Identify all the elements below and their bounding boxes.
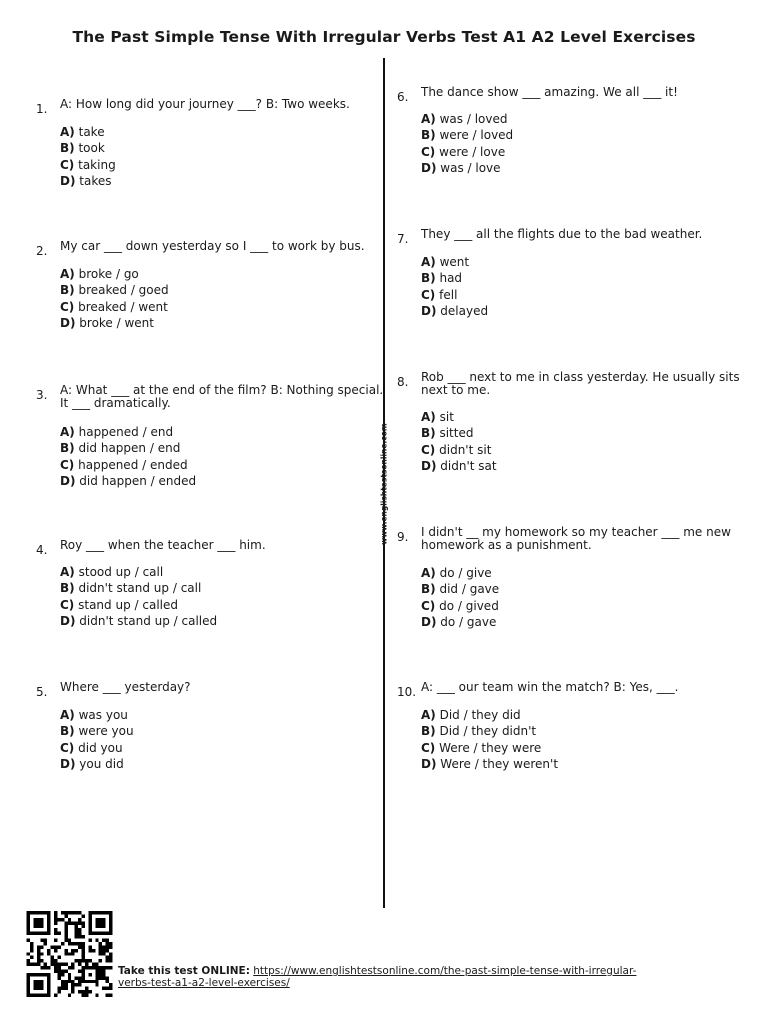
question-text xyxy=(60,98,350,111)
option-letter: A) xyxy=(60,708,75,722)
answer-option[interactable] xyxy=(421,160,513,176)
option-text: do / give xyxy=(439,566,492,580)
option-letter: D) xyxy=(60,614,76,629)
option-text: didn't sat xyxy=(440,459,497,474)
option-letter: C) xyxy=(421,287,436,302)
answer-option[interactable] xyxy=(421,254,488,270)
option-letter: B) xyxy=(60,441,75,456)
question-text xyxy=(60,539,266,552)
option-letter: D) xyxy=(421,615,437,630)
option-text: were you xyxy=(78,724,134,739)
option-letter: B) xyxy=(60,283,75,298)
answer-options xyxy=(60,564,217,630)
test-online-link-line2: verbs-test-a1-a2-level-exercises/ xyxy=(118,977,290,989)
question-number: 7. xyxy=(397,232,409,246)
answer-option[interactable] xyxy=(60,613,217,629)
option-letter: C) xyxy=(60,597,75,612)
question-text-line: A: How long did your journey ___? B: Two weeks. xyxy=(60,97,350,111)
option-text: didn't sit xyxy=(439,442,492,457)
option-text: went xyxy=(439,255,470,269)
question-number: 8. xyxy=(397,375,409,389)
answer-option[interactable] xyxy=(421,111,513,127)
option-text: do / gave xyxy=(440,615,497,630)
option-letter: D) xyxy=(421,161,437,176)
question-text xyxy=(421,371,740,397)
option-text: breaked / went xyxy=(78,299,168,314)
option-text: sit xyxy=(439,410,454,424)
question-number: 4. xyxy=(36,543,48,557)
option-letter: C) xyxy=(421,442,436,457)
option-text: was you xyxy=(78,708,128,722)
option-letter: A) xyxy=(60,267,75,281)
option-letter: D) xyxy=(421,459,437,474)
answer-option[interactable] xyxy=(60,282,169,298)
question-number: 2. xyxy=(36,244,48,258)
question-text-line: Where ___ yesterday? xyxy=(60,680,191,694)
answer-option[interactable] xyxy=(421,707,558,723)
question-text-line: The dance show ___ amazing. We all ___ it! xyxy=(421,85,678,99)
option-letter: A) xyxy=(421,566,436,580)
question-text-line: I didn't __ my homework so my teacher ___ me new xyxy=(421,525,731,539)
option-text: happened / ended xyxy=(78,457,188,472)
question-text xyxy=(421,86,678,99)
option-text: had xyxy=(439,271,463,286)
option-letter: D) xyxy=(421,304,437,319)
answer-option[interactable] xyxy=(60,124,116,140)
option-letter: B) xyxy=(60,724,75,739)
option-text: stood up / call xyxy=(78,565,164,579)
option-text: Did / they didn't xyxy=(439,724,537,739)
option-text: didn't stand up / called xyxy=(79,614,218,629)
option-letter: B) xyxy=(60,581,75,596)
answer-option[interactable] xyxy=(421,287,488,303)
option-letter: D) xyxy=(60,757,76,772)
option-text: did you xyxy=(78,740,123,755)
answer-option[interactable] xyxy=(421,303,488,319)
option-text: stand up / called xyxy=(78,597,178,612)
question-number: 6. xyxy=(397,90,409,104)
answer-option[interactable] xyxy=(421,756,558,772)
question-text xyxy=(421,681,678,694)
answer-option[interactable] xyxy=(60,140,116,156)
option-letter: C) xyxy=(60,157,75,172)
answer-option[interactable] xyxy=(60,440,196,456)
option-text: did / gave xyxy=(439,582,500,597)
option-text: sitted xyxy=(439,426,474,441)
option-text: takes xyxy=(79,174,112,189)
option-text: took xyxy=(78,141,105,156)
option-text: didn't stand up / call xyxy=(78,581,202,596)
answer-options xyxy=(421,409,497,475)
option-letter: B) xyxy=(421,724,436,739)
option-letter: C) xyxy=(421,598,436,613)
answer-option[interactable] xyxy=(60,564,217,580)
option-text: breaked / goed xyxy=(78,283,169,298)
answer-options xyxy=(60,424,196,490)
option-text: was / love xyxy=(440,161,501,176)
answer-option[interactable] xyxy=(60,707,134,723)
option-letter: C) xyxy=(421,740,436,755)
answer-option[interactable] xyxy=(421,458,497,474)
answer-option[interactable] xyxy=(421,740,558,756)
answer-option[interactable] xyxy=(60,424,196,440)
option-letter: D) xyxy=(60,474,76,489)
answer-options xyxy=(421,111,513,177)
answer-options xyxy=(60,707,134,773)
option-text: happened / end xyxy=(78,425,174,439)
option-letter: B) xyxy=(421,271,436,286)
answer-option[interactable] xyxy=(421,409,497,425)
option-text: Did / they did xyxy=(439,708,521,722)
option-letter: C) xyxy=(60,299,75,314)
answer-option[interactable] xyxy=(60,157,116,173)
question-text xyxy=(421,526,731,552)
answer-option[interactable] xyxy=(421,614,499,630)
question-text-line: homework as a punishment. xyxy=(421,538,592,552)
answer-option[interactable] xyxy=(60,597,217,613)
question-text-line: Roy ___ when the teacher ___ him. xyxy=(60,538,266,552)
option-text: was / loved xyxy=(439,112,508,126)
option-letter: A) xyxy=(421,255,436,269)
option-text: Were / they weren't xyxy=(440,757,559,772)
option-text: delayed xyxy=(440,304,489,319)
page-title: The Past Simple Tense With Irregular Verbs Test A1 A2 Level Exercises xyxy=(72,28,696,46)
answer-options xyxy=(421,565,499,631)
answer-option[interactable] xyxy=(60,173,116,189)
question-text xyxy=(421,228,702,241)
option-letter: C) xyxy=(60,457,75,472)
footer-label: Take this test ONLINE: xyxy=(118,965,250,977)
option-letter: B) xyxy=(421,426,436,441)
option-text: do / gived xyxy=(439,598,499,613)
option-letter: D) xyxy=(60,316,76,331)
answer-option[interactable] xyxy=(60,473,196,489)
option-letter: A) xyxy=(60,565,75,579)
answer-options xyxy=(60,266,169,332)
question-number: 10. xyxy=(397,685,417,699)
qr-code-icon[interactable] xyxy=(25,911,114,997)
question-text xyxy=(60,384,383,410)
question-text-line: next to me. xyxy=(421,383,491,397)
option-letter: C) xyxy=(60,740,75,755)
question-text-line: It ___ dramatically. xyxy=(60,396,171,410)
option-letter: A) xyxy=(421,410,436,424)
question-text-line: My car ___ down yesterday so I ___ to work by bus. xyxy=(60,239,365,253)
answer-option[interactable] xyxy=(421,565,499,581)
option-letter: A) xyxy=(421,708,436,722)
test-online-link-line1: https://www.englishtestsonline.com/the-past-simple-tense-with-irregular- xyxy=(253,965,637,977)
question-text-line: They ___ all the flights due to the bad weather. xyxy=(421,227,703,241)
option-letter: D) xyxy=(60,174,76,189)
question-text-line: A: ___ our team win the match? B: Yes, ___. xyxy=(421,680,679,694)
option-text: were / love xyxy=(439,144,506,159)
answer-option[interactable] xyxy=(421,442,497,458)
question-text-line: Rob ___ next to me in class yesterday. He usually sits xyxy=(421,370,740,384)
answer-options xyxy=(421,254,488,320)
answer-option[interactable] xyxy=(421,581,499,597)
answer-option[interactable] xyxy=(60,740,134,756)
answer-option[interactable] xyxy=(60,756,134,772)
option-text: broke / go xyxy=(78,267,139,281)
answer-options xyxy=(421,707,558,773)
answer-option[interactable] xyxy=(421,144,513,160)
answer-option[interactable] xyxy=(421,270,488,286)
question-text-line: A: What ___ at the end of the film? B: Nothing special. xyxy=(60,383,384,397)
option-letter: B) xyxy=(421,582,436,597)
option-letter: A) xyxy=(60,425,75,439)
question-number: 9. xyxy=(397,530,409,544)
answer-option[interactable] xyxy=(60,723,134,739)
answer-options xyxy=(60,124,116,190)
option-text: take xyxy=(78,125,105,139)
option-letter: A) xyxy=(60,125,75,139)
answer-option[interactable] xyxy=(60,580,217,596)
question-number: 1. xyxy=(36,102,48,116)
question-text xyxy=(60,240,365,253)
option-letter: D) xyxy=(421,757,437,772)
question-number: 5. xyxy=(36,685,48,699)
question-text xyxy=(60,681,191,694)
answer-option[interactable] xyxy=(60,299,169,315)
option-text: were / loved xyxy=(439,128,514,143)
answer-option[interactable] xyxy=(60,315,169,331)
option-letter: C) xyxy=(421,144,436,159)
option-text: fell xyxy=(439,287,458,302)
side-watermark-url: www.englishtestsonline.com xyxy=(379,423,389,545)
option-letter: A) xyxy=(421,112,436,126)
option-text: Were / they were xyxy=(439,740,542,755)
option-text: did happen / end xyxy=(78,441,181,456)
option-letter: B) xyxy=(421,128,436,143)
question-number: 3. xyxy=(36,388,48,402)
footer xyxy=(118,965,678,989)
option-text: you did xyxy=(79,757,124,772)
answer-option[interactable] xyxy=(421,425,497,441)
answer-option[interactable] xyxy=(60,457,196,473)
option-text: taking xyxy=(78,157,116,172)
option-letter: B) xyxy=(60,141,75,156)
answer-option[interactable] xyxy=(421,127,513,143)
answer-option[interactable] xyxy=(421,723,558,739)
option-text: did happen / ended xyxy=(79,474,197,489)
answer-option[interactable] xyxy=(60,266,169,282)
option-text: broke / went xyxy=(79,316,154,331)
answer-option[interactable] xyxy=(421,598,499,614)
